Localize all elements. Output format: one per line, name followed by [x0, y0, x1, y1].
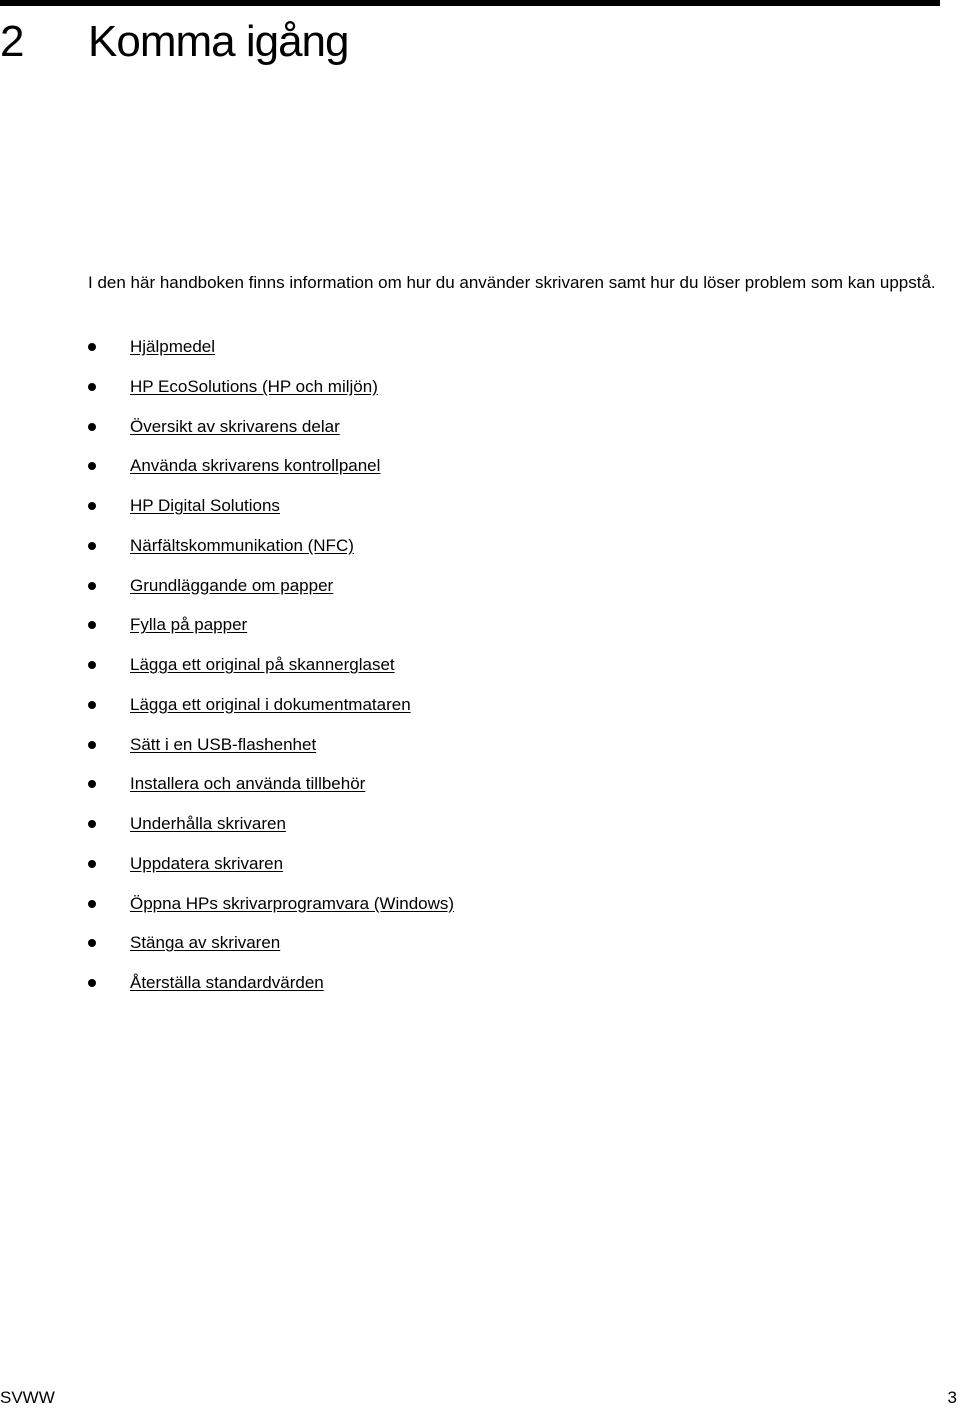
- top-rule: [0, 0, 940, 6]
- bullet-icon: [88, 621, 96, 629]
- bullet-icon: [88, 741, 96, 749]
- toc-link-scanner-glass[interactable]: Lägga ett original på skannerglaset: [130, 655, 395, 674]
- chapter-number: 2: [0, 17, 24, 66]
- toc-link-maintain[interactable]: Underhålla skrivaren: [130, 814, 286, 833]
- toc-link-accessories[interactable]: Installera och använda tillbehör: [130, 774, 366, 794]
- bullet-icon: [88, 661, 96, 669]
- chapter-heading: [0, 14, 348, 70]
- bullet-icon: [88, 462, 96, 470]
- bullet-icon: [88, 979, 96, 987]
- bullet-icon: [88, 343, 96, 351]
- toc-link-digital-solutions[interactable]: HP Digital Solutions: [130, 496, 280, 515]
- bullet-icon: [88, 820, 96, 828]
- toc-link-ecosolutions[interactable]: HP EcoSolutions (HP och miljön): [130, 376, 378, 396]
- toc-link-restore-defaults[interactable]: Återställa standardvärden: [130, 973, 324, 992]
- bullet-icon: [88, 900, 96, 908]
- bullet-icon: [88, 383, 96, 391]
- toc-link-open-software[interactable]: Öppna HPs skrivarprogramvara (Windows): [130, 893, 455, 913]
- bullet-icon: [88, 423, 96, 431]
- toc-link-load-paper[interactable]: Fylla på papper: [130, 615, 248, 635]
- bullet-icon: [88, 860, 96, 868]
- bullet-icon: [88, 780, 96, 788]
- bullet-icon: [88, 701, 96, 709]
- footer-doc-code: SVWW: [0, 1388, 55, 1407]
- toc-link-document-feeder[interactable]: Lägga ett original i dokumentmataren: [130, 694, 411, 714]
- bullet-icon: [88, 502, 96, 510]
- toc-link-control-panel[interactable]: Använda skrivarens kontrollpanel: [130, 456, 381, 476]
- intro-paragraph: I den här handboken finns information om hur du använder skrivaren samt hur du löser problem som kan uppstå.: [88, 273, 936, 292]
- toc-link-paper-basics[interactable]: Grundläggande om papper: [130, 575, 334, 595]
- toc-link-update[interactable]: Uppdatera skrivaren: [130, 853, 284, 873]
- toc-link-turn-off[interactable]: Stänga av skrivaren: [130, 933, 281, 953]
- toc-link-hjalpmedel[interactable]: Hjälpmedel: [130, 337, 216, 356]
- toc-link-printer-parts[interactable]: Översikt av skrivarens delar: [130, 416, 340, 436]
- bullet-icon: [88, 939, 96, 947]
- toc-link-nfc[interactable]: Närfältskommunikation (NFC): [130, 535, 354, 555]
- chapter-title: Komma igång: [88, 17, 349, 66]
- toc-link-usb-flash[interactable]: Sätt i en USB-flashenhet: [130, 734, 317, 754]
- bullet-icon: [88, 582, 96, 590]
- bullet-icon: [88, 542, 96, 550]
- footer-page-number: 3: [947, 1388, 957, 1407]
